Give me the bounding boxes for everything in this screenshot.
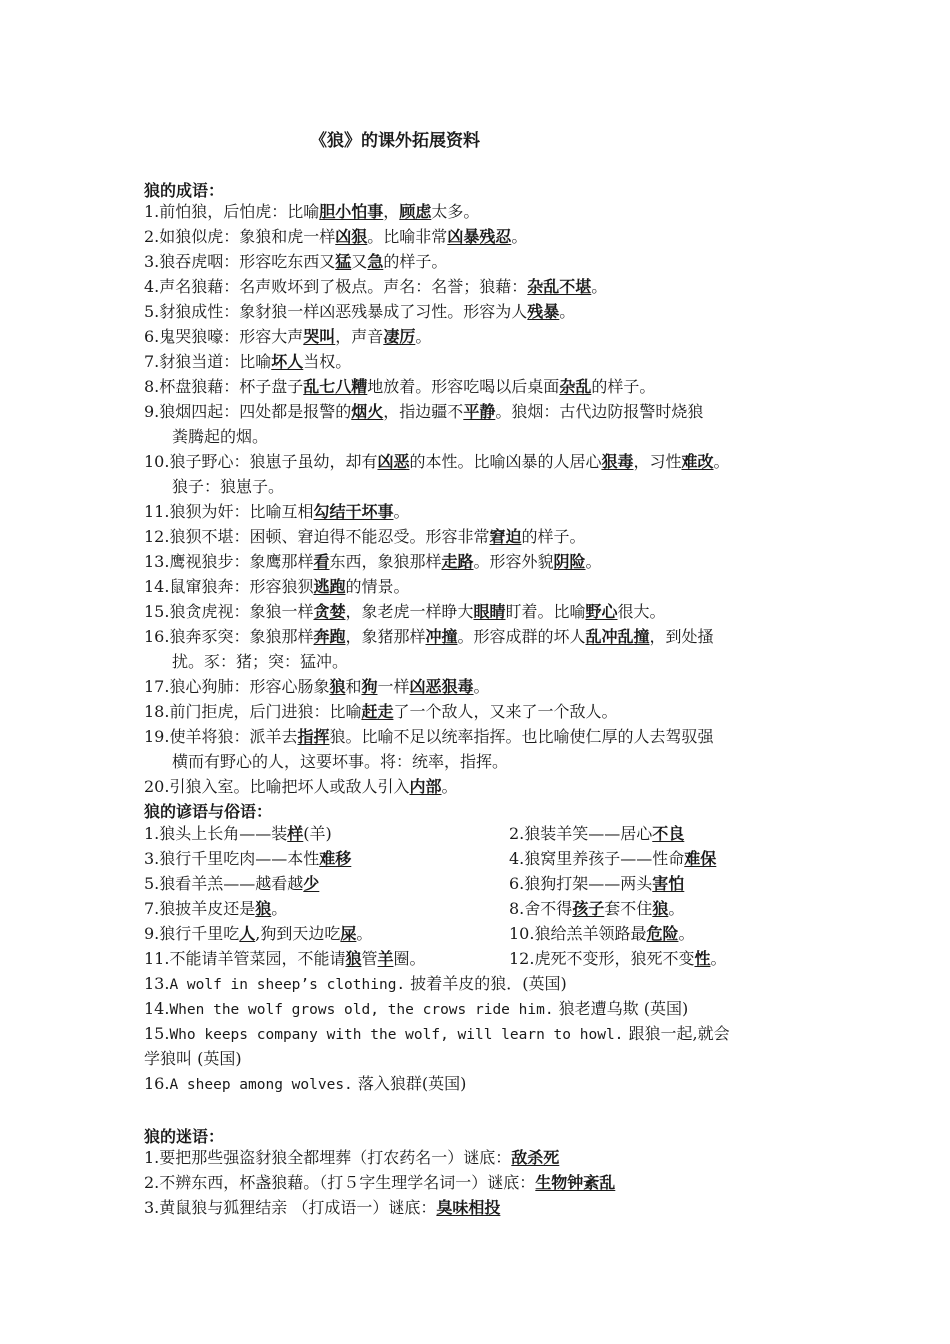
text-line <box>509 896 684 921</box>
line-text: 3.狼吞虎咽：形容吃东西又 <box>144 252 336 271</box>
line-text: 12.狼狈不堪：困顿、窘迫得不能忍受。形容非常 <box>144 527 490 546</box>
line-text: 的样子。 <box>383 252 448 271</box>
text-line <box>144 249 447 274</box>
text-line <box>144 499 409 524</box>
line-text: 。 <box>678 924 695 943</box>
line-text: 。形容外貌 <box>473 552 554 571</box>
line-text: 扰。豕：猪；突：猛冲。 <box>172 652 349 671</box>
riddles-heading: 狼的迷语： <box>144 1127 225 1146</box>
line-text: 。 <box>511 227 528 246</box>
line-text: 狼老遭乌欺 (英国) <box>553 999 689 1018</box>
emphasized-term: 胆小怕事 <box>319 202 384 221</box>
line-text: 。 <box>441 777 458 796</box>
line-text: 当权。 <box>303 352 352 371</box>
line-text: ,狗到天边吃 <box>255 924 341 943</box>
emphasized-term: 内部 <box>409 777 442 796</box>
text-line <box>144 299 575 324</box>
line-text: 狼子：狼崽子。 <box>172 477 285 496</box>
line-text: 16. <box>144 1074 170 1093</box>
text-line <box>509 871 684 896</box>
emphasized-term: 难保 <box>684 849 717 868</box>
english-text: When the wolf grows old, the crows ride him. <box>169 1002 554 1018</box>
line-text: 15.狼贪虎视：象狼一样 <box>144 602 314 621</box>
line-text: 8.杯盘狼藉：杯子盘子 <box>144 377 304 396</box>
emphasized-term: 样 <box>287 824 304 843</box>
line-text: 7.狼披羊皮还是 <box>144 899 256 918</box>
line-text: 9.狼行千里吃 <box>144 924 240 943</box>
line-text: 。 <box>591 277 608 296</box>
text-line <box>144 774 457 799</box>
line-text: 16.狼奔豕突：象狼那样 <box>144 627 314 646</box>
line-text: ， <box>383 202 400 221</box>
line-text: 4.声名狼藉：名声败坏到了极点。声名：名誉；狼藉： <box>144 277 528 296</box>
line-text: 披着羊皮的狼．(英国) <box>405 974 567 993</box>
text-line <box>144 1170 615 1195</box>
line-text: 一样 <box>377 677 410 696</box>
line-text: 2.不辨东西，杯盏狼藉。（打５字生理学名词一）谜底： <box>144 1173 536 1192</box>
text-line <box>144 871 319 896</box>
line-text: 圈。 <box>393 949 426 968</box>
line-text: 盯着。比喻 <box>505 602 586 621</box>
text-line <box>144 1145 559 1170</box>
line-text: 2.如狼似虎：象狼和虎一样 <box>144 227 336 246</box>
line-text: 。 <box>559 302 576 321</box>
text-line <box>144 599 666 624</box>
text-line <box>144 574 409 599</box>
line-text: 太多。 <box>431 202 480 221</box>
line-text: 。 <box>710 949 727 968</box>
line-text: 。 <box>585 552 602 571</box>
text-line <box>144 449 730 474</box>
text-line <box>172 649 348 674</box>
emphasized-term: 残暴 <box>527 302 560 321</box>
emphasized-term: 孩子 <box>572 899 605 918</box>
emphasized-term: 难改 <box>681 452 714 471</box>
emphasized-term: 凶恶 <box>377 452 410 471</box>
emphasized-term: 凄厉 <box>383 327 416 346</box>
line-text: 14.鼠窜狼奔：形容狼狈 <box>144 577 314 596</box>
line-text: 。 <box>393 502 410 521</box>
emphasized-term: 害怕 <box>652 874 685 893</box>
emphasized-term: 勾结干坏事 <box>313 502 394 521</box>
line-text: 跟狼一起,就会 <box>623 1024 730 1043</box>
emphasized-term: 逃跑 <box>313 577 346 596</box>
emphasized-term: 难移 <box>319 849 352 868</box>
line-text: 3.黄鼠狼与狐狸结亲 （打成语一）谜底： <box>144 1198 437 1217</box>
line-text: 17.狼心狗肺：形容心肠象 <box>144 677 330 696</box>
line-text: 。 <box>415 327 432 346</box>
line-text: 了一个敌人，又来了一个敌人。 <box>393 702 618 721</box>
emphasized-term: 狠毒 <box>601 452 634 471</box>
text-line <box>144 699 617 724</box>
line-text: 9.狼烟四起：四处都是报警的 <box>144 402 352 421</box>
text-line <box>144 224 527 249</box>
emphasized-term: 杂乱 <box>559 377 592 396</box>
emphasized-term: 窘迫 <box>489 527 522 546</box>
emphasized-term: 赶走 <box>361 702 394 721</box>
line-text: ，指边疆不 <box>383 402 464 421</box>
line-text: 学狼叫 (英国) <box>144 1049 242 1068</box>
text-line <box>144 846 351 871</box>
english-text: A sheep among wolves. <box>169 1077 353 1093</box>
line-text: 4.狼窝里养孩子——性命 <box>509 849 685 868</box>
emphasized-term: 危险 <box>646 924 679 943</box>
emphasized-term: 眼睛 <box>473 602 506 621</box>
text-line <box>144 996 688 1023</box>
emphasized-term: 冲撞 <box>425 627 458 646</box>
text-line <box>144 896 287 921</box>
line-text: ，声音 <box>335 327 384 346</box>
line-text: 。狼烟：古代边防报警时烧狼 <box>495 402 704 421</box>
emphasized-term: 人 <box>239 924 256 943</box>
emphasized-term: 生物钟紊乱 <box>535 1173 616 1192</box>
emphasized-term: 狗 <box>361 677 378 696</box>
text-line <box>144 549 602 574</box>
line-text: ，象猪那样 <box>345 627 426 646</box>
line-text: 落入狼群(英国) <box>352 1074 467 1093</box>
line-text: 11.狼狈为奸：比喻互相 <box>144 502 314 521</box>
emphasized-term: 走路 <box>441 552 474 571</box>
emphasized-term: 狼 <box>345 949 362 968</box>
emphasized-term: 哭叫 <box>303 327 336 346</box>
line-text: 。比喻非常 <box>367 227 448 246</box>
line-text: 粪腾起的烟。 <box>172 427 269 446</box>
text-line <box>144 374 655 399</box>
line-text: 18.前门拒虎，后门进狼：比喻 <box>144 702 362 721</box>
line-text: 11.不能请羊管菜园，不能请 <box>144 949 346 968</box>
text-line <box>172 474 284 499</box>
emphasized-term: 贪婪 <box>313 602 346 621</box>
line-text: 的本性。比喻凶暴的人居心 <box>409 452 602 471</box>
english-text: Who keeps company with the wolf, will learn to howl. <box>169 1027 624 1043</box>
emphasized-term: 杂乱不堪 <box>527 277 592 296</box>
line-text: 。 <box>271 899 288 918</box>
line-text: 。 <box>668 899 685 918</box>
line-text: 10.狼给羔羊领路最 <box>509 924 647 943</box>
text-line <box>172 749 508 774</box>
text-line <box>144 724 713 749</box>
text-line <box>144 674 490 699</box>
line-text: 10.狼子野心：狼崽子虽幼，却有 <box>144 452 378 471</box>
line-text: 套不住 <box>604 899 653 918</box>
line-text: 5.狼看羊羔——越看越 <box>144 874 304 893</box>
text-line <box>144 946 426 971</box>
line-text: 1.狼头上长角——装 <box>144 824 288 843</box>
text-line <box>144 399 703 424</box>
text-line <box>144 624 714 649</box>
line-text: 。 <box>713 452 730 471</box>
emphasized-term: 野心 <box>585 602 618 621</box>
emphasized-term: 臭味相投 <box>436 1198 501 1217</box>
emphasized-term: 狼 <box>329 677 346 696</box>
text-line <box>144 199 479 224</box>
emphasized-term: 少 <box>303 874 320 893</box>
line-text: (羊) <box>303 824 332 843</box>
text-line <box>144 971 567 998</box>
line-text: ，象老虎一样睁大 <box>345 602 474 621</box>
text-line <box>144 921 372 946</box>
emphasized-term: 指挥 <box>297 727 330 746</box>
line-text: 很大。 <box>617 602 666 621</box>
text-line <box>144 1195 500 1220</box>
line-text: 。形容成群的坏人 <box>457 627 586 646</box>
proverbs-heading: 狼的谚语与俗语： <box>144 802 273 821</box>
line-text: ，到处搔 <box>649 627 714 646</box>
emphasized-term: 阴险 <box>553 552 586 571</box>
emphasized-term: 凶恶狠毒 <box>409 677 474 696</box>
emphasized-term: 平静 <box>463 402 496 421</box>
line-text: 19.使羊将狼：派羊去 <box>144 727 298 746</box>
line-text: 12.虎死不变形，狼死不变 <box>509 949 695 968</box>
idioms-heading: 狼的成语： <box>144 181 225 200</box>
text-line <box>144 324 431 349</box>
emphasized-term: 坏人 <box>271 352 304 371</box>
line-text: 管 <box>361 949 378 968</box>
line-text: 8.舍不得 <box>509 899 573 918</box>
emphasized-term: 急 <box>367 252 384 271</box>
text-line <box>509 946 726 971</box>
line-text: 的样子。 <box>591 377 656 396</box>
line-text: 7.豺狼当道：比喻 <box>144 352 272 371</box>
emphasized-term: 奔跑 <box>313 627 346 646</box>
text-line <box>144 821 332 846</box>
line-text: 狼。比喻不足以统率指挥。也比喻使仁厚的人去驾驭强 <box>329 727 714 746</box>
emphasized-term: 顾虑 <box>399 202 432 221</box>
line-text: 15. <box>144 1024 170 1043</box>
english-text: A wolf in sheep’s clothing. <box>169 977 406 993</box>
line-text: 2.狼装羊笑——居心 <box>509 824 653 843</box>
line-text: 1.前怕狼，后怕虎：比喻 <box>144 202 320 221</box>
emphasized-term: 凶狠 <box>335 227 368 246</box>
line-text: 5.豺狼成性：象豺狼一样凶恶残暴成了习性。形容为人 <box>144 302 528 321</box>
emphasized-term: 乱冲乱撞 <box>585 627 650 646</box>
line-text: 的样子。 <box>521 527 586 546</box>
line-text: 和 <box>345 677 362 696</box>
text-line <box>144 524 585 549</box>
line-text: 地放着。形容吃喝以后桌面 <box>367 377 560 396</box>
text-line <box>144 1046 242 1071</box>
line-text: 横而有野心的人，这要坏事。将：统率，指挥。 <box>172 752 509 771</box>
emphasized-term: 性 <box>694 949 711 968</box>
line-text: 。 <box>473 677 490 696</box>
emphasized-term: 屎 <box>340 924 357 943</box>
text-line <box>144 274 607 299</box>
emphasized-term: 凶暴残忍 <box>447 227 512 246</box>
page-title: 《狼》的课外拓展资料 <box>310 131 480 151</box>
emphasized-term: 羊 <box>377 949 394 968</box>
line-text: 14. <box>144 999 170 1018</box>
text-line <box>144 1071 466 1098</box>
text-line <box>509 821 684 846</box>
line-text: 6.鬼哭狼嚎：形容大声 <box>144 327 304 346</box>
text-line <box>144 1021 730 1048</box>
emphasized-term: 猛 <box>335 252 352 271</box>
emphasized-term: 狼 <box>652 899 669 918</box>
emphasized-term: 乱七八糟 <box>303 377 368 396</box>
line-text: 3.狼行千里吃肉——本性 <box>144 849 320 868</box>
text-line <box>509 921 694 946</box>
line-text: 东西，象狼那样 <box>329 552 442 571</box>
line-text: 。 <box>356 924 373 943</box>
emphasized-term: 敌杀死 <box>511 1148 560 1167</box>
line-text: 13. <box>144 974 170 993</box>
line-text: 1.要把那些强盗豺狼全都埋葬（打农药名一）谜底： <box>144 1148 512 1167</box>
text-line <box>172 424 268 449</box>
line-text: 6.狼狗打架——两头 <box>509 874 653 893</box>
line-text: 20.引狼入室。比喻把坏人或敌人引入 <box>144 777 410 796</box>
text-line <box>144 349 351 374</box>
line-text: 13.鹰视狼步：象鹰那样 <box>144 552 314 571</box>
emphasized-term: 看 <box>313 552 330 571</box>
line-text: 的情景。 <box>345 577 410 596</box>
emphasized-term: 狼 <box>255 899 272 918</box>
text-line <box>509 846 716 871</box>
emphasized-term: 不良 <box>652 824 685 843</box>
line-text: 又 <box>351 252 368 271</box>
emphasized-term: 烟火 <box>351 402 384 421</box>
line-text: ，习性 <box>633 452 682 471</box>
